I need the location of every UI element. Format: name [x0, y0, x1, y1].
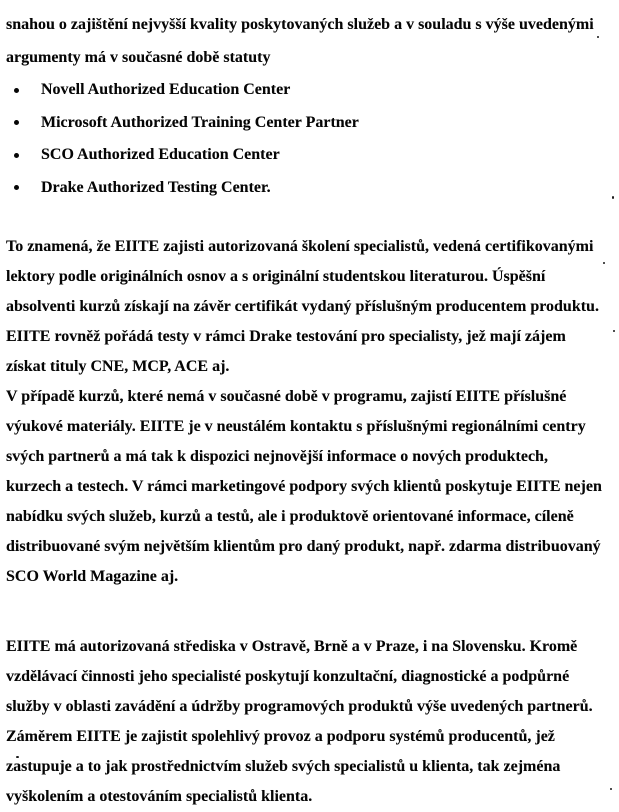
text-line: V případě kurzů, které nemá v současné době v programu, zajistí EIITE příslušné — [6, 388, 567, 405]
text-line: vyškolením a otestováním specialistů klienta. — [6, 788, 313, 805]
text-line: kurzech a testech. V rámci marketingové podpory svých klientů poskytuje EIITE nejen — [6, 478, 602, 495]
text-line: EIITE má autorizovaná střediska v Ostravě, Brně a v Praze, i na Slovensku. Kromě — [6, 638, 578, 655]
text-line: snahou o zajištění nejvyšší kvality poskytovaných služeb a v souladu s výše uvedenými — [6, 16, 594, 33]
bullet-item-label: Drake Authorized Testing Center. — [41, 178, 271, 196]
scan-noise-speck — [612, 196, 614, 199]
body-paragraph — [6, 232, 613, 592]
text-line: zastupuje a to jak prostřednictvím služeb svých specialistů u klienta, tak zejména — [6, 758, 561, 775]
text-line: vzdělávací činnosti jeho specialisté poskytují konzultační, diagnostické a podpůrné — [6, 668, 570, 685]
text-line: výukové materiály. EIITE je v neustálém kontaktu s příslušnými regionálními centry — [6, 418, 586, 435]
text-line: získat tituly CNE, MCP, ACE aj. — [6, 358, 230, 375]
bullet-item-label: Microsoft Authorized Training Center Partner — [41, 113, 359, 131]
text-line: argumenty má v současné době statuty — [6, 49, 271, 66]
text-line: distribuované svým největším klientům pro daný produkt, např. zdarma distribuovaný — [6, 538, 601, 555]
text-line: EIITE rovněž pořádá testy v rámci Drake testování pro specialisty, jež mají zájem — [6, 328, 566, 345]
bullet-dot-icon — [14, 185, 19, 190]
scan-noise-speck — [16, 756, 19, 758]
text-line: služby v oblasti zavádění a údržby programových produktů výše uvedených partnerů. — [6, 698, 593, 715]
bullet-item — [6, 107, 613, 140]
bullet-item — [6, 172, 613, 205]
text-line: Záměrem EIITE je zajistit spolehlivý provoz a podporu systémů producentů, jež — [6, 728, 555, 745]
bullet-list — [6, 74, 613, 204]
scan-noise-speck — [597, 36, 599, 38]
text-line: lektory podle originálních osnov a s originální studentskou literaturou. Úspěšní — [6, 268, 546, 285]
scan-noise-speck — [603, 262, 605, 264]
bullet-item — [6, 139, 613, 172]
bullet-dot-icon — [14, 120, 19, 125]
text-line: SCO World Magazine aj. — [6, 568, 179, 585]
bullet-item-label: SCO Authorized Education Center — [41, 146, 280, 164]
scan-noise-speck — [613, 330, 615, 332]
intro-paragraph — [6, 8, 613, 74]
text-line: absolventi kurzů získají na závěr certifikát vydaný příslušným producentem produktu. — [6, 298, 599, 315]
text-line: svých partnerů a má tak k dispozici nejnovější informace o nových produktech, — [6, 448, 548, 465]
bullet-dot-icon — [14, 88, 19, 93]
bullet-dot-icon — [14, 153, 19, 158]
text-line: nabídku svých služeb, kurzů a testů, ale i produktově orientované informace, cíleně — [6, 508, 574, 525]
bullet-item-label: Novell Authorized Education Center — [41, 81, 291, 99]
bullet-item — [6, 74, 613, 107]
text-line: To znamená, že EIITE zajisti autorizovaná školení specialistů, vedená certifikovanými — [6, 238, 594, 255]
scan-noise-speck — [610, 788, 612, 790]
closing-paragraph — [6, 632, 613, 812]
